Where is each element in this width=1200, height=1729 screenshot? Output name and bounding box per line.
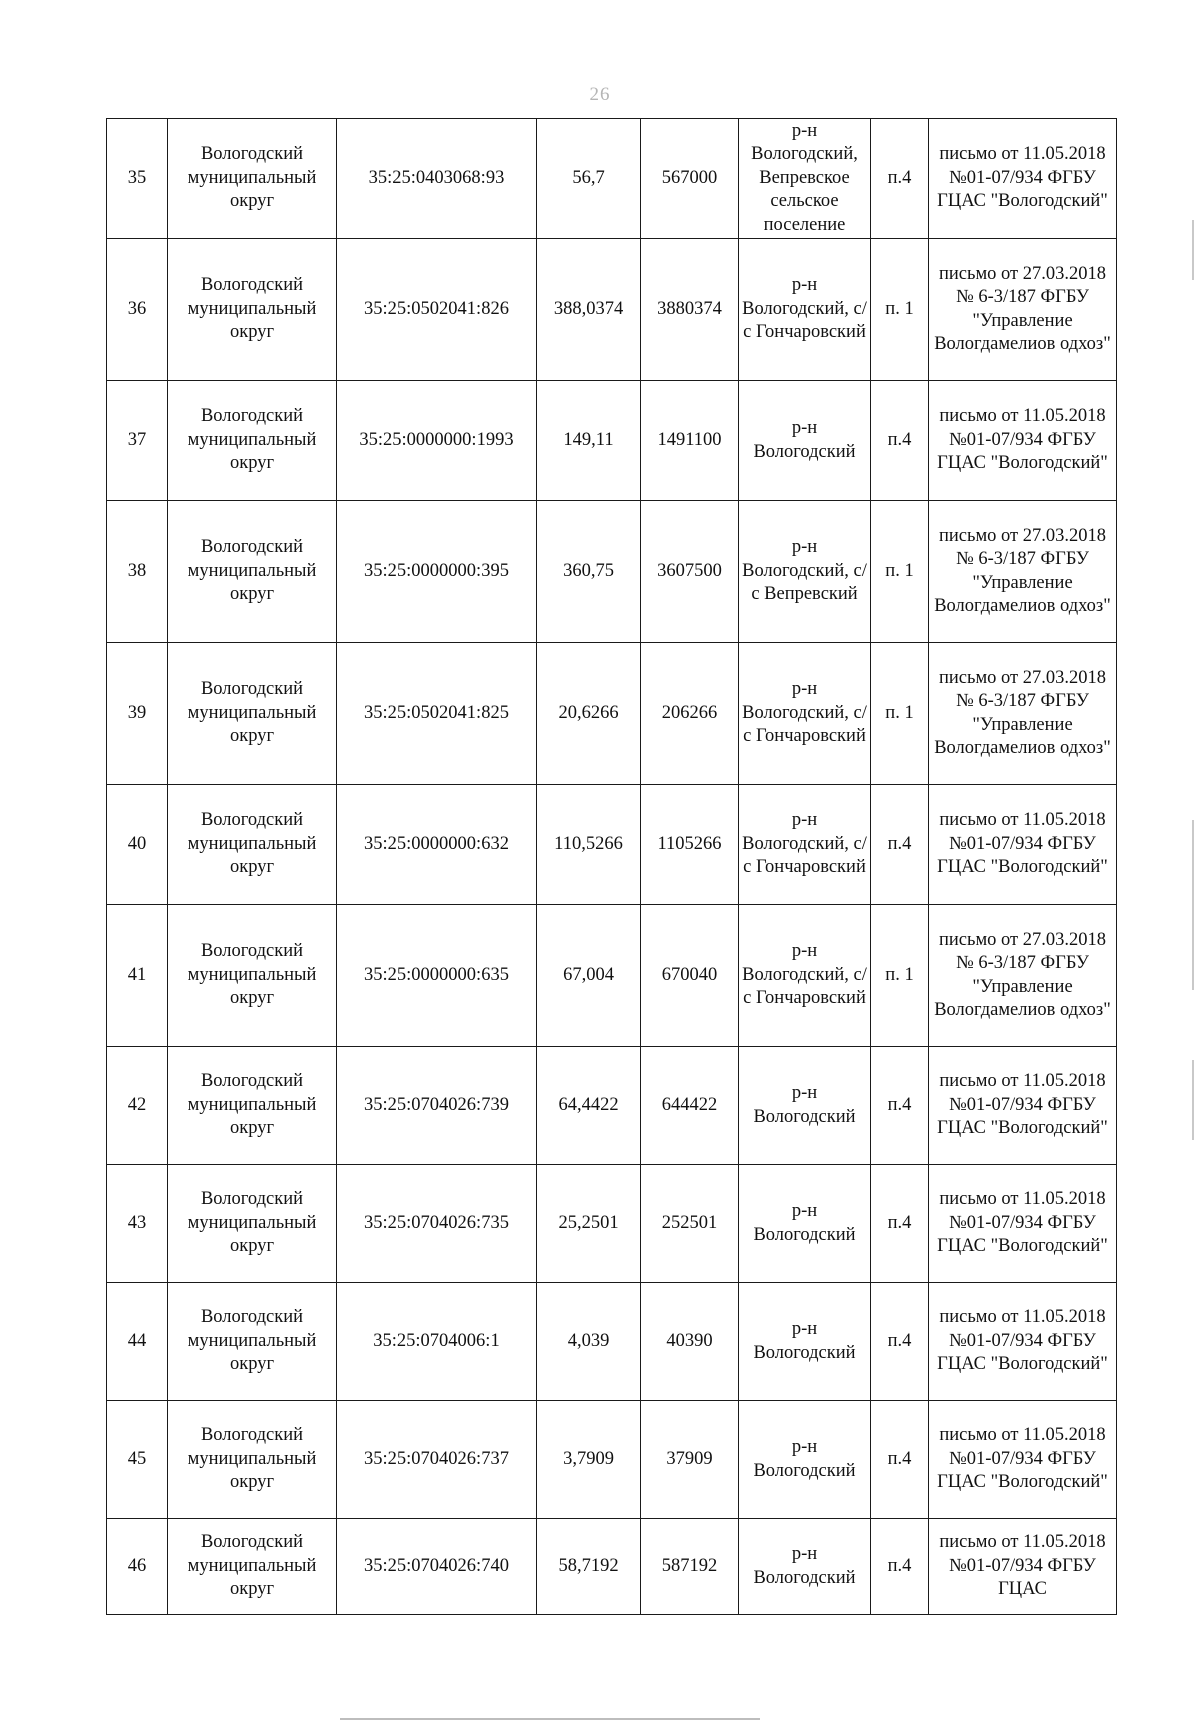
clause-cell: п.4	[871, 1283, 929, 1401]
cadastral-number-cell: 35:25:0502041:825	[337, 643, 537, 785]
cadastral-number-cell: 35:25:0000000:635	[337, 905, 537, 1047]
row-number: 40	[107, 785, 168, 905]
basis-cell: письмо от 11.05.2018 №01-07/934 ФГБУ ГЦАС "Вологодский"	[929, 119, 1117, 239]
value-cell: 1105266	[641, 785, 739, 905]
location-cell: р-н Вологодский	[739, 1047, 871, 1165]
scan-edge-mark	[1192, 1060, 1194, 1140]
location-cell: р-н Вологодский	[739, 1401, 871, 1519]
table-row	[107, 785, 1117, 905]
scan-edge-mark	[1192, 820, 1194, 990]
district-cell: Вологодский муниципальный округ	[168, 785, 337, 905]
location-cell: р-н Вологодский, с/с Гончаровский	[739, 239, 871, 381]
clause-cell: п.4	[871, 1047, 929, 1165]
table-row	[107, 1165, 1117, 1283]
cadastral-number-cell: 35:25:0403068:93	[337, 119, 537, 239]
value-cell: 206266	[641, 643, 739, 785]
cadastral-number-cell: 35:25:0000000:395	[337, 501, 537, 643]
table-row	[107, 643, 1117, 785]
table-row	[107, 905, 1117, 1047]
basis-cell: письмо от 11.05.2018 №01-07/934 ФГБУ ГЦАС "Вологодский"	[929, 1047, 1117, 1165]
row-number: 37	[107, 381, 168, 501]
area-cell: 64,4422	[537, 1047, 641, 1165]
district-cell: Вологодский муниципальный округ	[168, 1519, 337, 1615]
clause-cell: п. 1	[871, 501, 929, 643]
value-cell: 587192	[641, 1519, 739, 1615]
row-number: 43	[107, 1165, 168, 1283]
district-cell: Вологодский муниципальный округ	[168, 1165, 337, 1283]
area-cell: 67,004	[537, 905, 641, 1047]
clause-cell: п.4	[871, 381, 929, 501]
district-cell: Вологодский муниципальный округ	[168, 1283, 337, 1401]
table-row	[107, 1519, 1117, 1615]
row-number: 44	[107, 1283, 168, 1401]
clause-cell: п. 1	[871, 239, 929, 381]
clause-cell: п.4	[871, 1519, 929, 1615]
area-cell: 4,039	[537, 1283, 641, 1401]
row-number: 45	[107, 1401, 168, 1519]
location-cell: р-н Вологодский	[739, 381, 871, 501]
location-cell: р-н Вологодский, с/с Вепревский	[739, 501, 871, 643]
value-cell: 1491100	[641, 381, 739, 501]
cadastral-number-cell: 35:25:0704026:737	[337, 1401, 537, 1519]
table-row	[107, 1401, 1117, 1519]
clause-cell: п. 1	[871, 643, 929, 785]
area-cell: 56,7	[537, 119, 641, 239]
row-number: 36	[107, 239, 168, 381]
clause-cell: п. 1	[871, 905, 929, 1047]
row-number: 38	[107, 501, 168, 643]
value-cell: 3880374	[641, 239, 739, 381]
cadastral-number-cell: 35:25:0000000:632	[337, 785, 537, 905]
value-cell: 252501	[641, 1165, 739, 1283]
area-cell: 110,5266	[537, 785, 641, 905]
area-cell: 25,2501	[537, 1165, 641, 1283]
value-cell: 670040	[641, 905, 739, 1047]
clause-cell: п.4	[871, 119, 929, 239]
row-number: 42	[107, 1047, 168, 1165]
clause-cell: п.4	[871, 1165, 929, 1283]
district-cell: Вологодский муниципальный округ	[168, 381, 337, 501]
clause-cell: п.4	[871, 785, 929, 905]
table-row	[107, 1047, 1117, 1165]
basis-cell: письмо от 27.03.2018 № 6-3/187 ФГБУ "Управление Вологдамелиов одхоз"	[929, 501, 1117, 643]
clause-cell: п.4	[871, 1401, 929, 1519]
row-number: 41	[107, 905, 168, 1047]
location-cell: р-н Вологодский, Вепревское сельское поселение	[739, 119, 871, 239]
location-cell: р-н Вологодский	[739, 1283, 871, 1401]
row-number: 46	[107, 1519, 168, 1615]
area-cell: 3,7909	[537, 1401, 641, 1519]
table-row	[107, 239, 1117, 381]
basis-cell: письмо от 11.05.2018 №01-07/934 ФГБУ ГЦАС "Вологодский"	[929, 1401, 1117, 1519]
value-cell: 567000	[641, 119, 739, 239]
basis-cell: письмо от 11.05.2018 №01-07/934 ФГБУ ГЦАС "Вологодский"	[929, 1283, 1117, 1401]
basis-cell: письмо от 11.05.2018 №01-07/934 ФГБУ ГЦАС "Вологодский"	[929, 785, 1117, 905]
row-number: 35	[107, 119, 168, 239]
cadastral-number-cell: 35:25:0704006:1	[337, 1283, 537, 1401]
district-cell: Вологодский муниципальный округ	[168, 905, 337, 1047]
value-cell: 644422	[641, 1047, 739, 1165]
value-cell: 37909	[641, 1401, 739, 1519]
district-cell: Вологодский муниципальный округ	[168, 119, 337, 239]
location-cell: р-н Вологодский	[739, 1165, 871, 1283]
table-row	[107, 119, 1117, 239]
area-cell: 58,7192	[537, 1519, 641, 1615]
value-cell: 3607500	[641, 501, 739, 643]
district-cell: Вологодский муниципальный округ	[168, 1047, 337, 1165]
location-cell: р-н Вологодский, с/с Гончаровский	[739, 785, 871, 905]
cadastral-number-cell: 35:25:0704026:739	[337, 1047, 537, 1165]
district-cell: Вологодский муниципальный округ	[168, 1401, 337, 1519]
basis-cell: письмо от 11.05.2018 №01-07/934 ФГБУ ГЦАС	[929, 1519, 1117, 1615]
basis-cell: письмо от 11.05.2018 №01-07/934 ФГБУ ГЦАС "Вологодский"	[929, 381, 1117, 501]
area-cell: 20,6266	[537, 643, 641, 785]
district-cell: Вологодский муниципальный округ	[168, 643, 337, 785]
land-registry-table	[106, 118, 1117, 1615]
table-row	[107, 381, 1117, 501]
scan-edge-mark	[1192, 220, 1194, 280]
basis-cell: письмо от 27.03.2018 № 6-3/187 ФГБУ "Управление Вологдамелиов одхоз"	[929, 905, 1117, 1047]
cadastral-number-cell: 35:25:0704026:740	[337, 1519, 537, 1615]
area-cell: 360,75	[537, 501, 641, 643]
location-cell: р-н Вологодский	[739, 1519, 871, 1615]
basis-cell: письмо от 27.03.2018 № 6-3/187 ФГБУ "Управление Вологдамелиов одхоз"	[929, 643, 1117, 785]
area-cell: 149,11	[537, 381, 641, 501]
cadastral-number-cell: 35:25:0502041:826	[337, 239, 537, 381]
area-cell: 388,0374	[537, 239, 641, 381]
cadastral-number-cell: 35:25:0704026:735	[337, 1165, 537, 1283]
scan-noise-mark	[340, 1718, 760, 1720]
basis-cell: письмо от 27.03.2018 № 6-3/187 ФГБУ "Управление Вологдамелиов одхоз"	[929, 239, 1117, 381]
table-row	[107, 1283, 1117, 1401]
basis-cell: письмо от 11.05.2018 №01-07/934 ФГБУ ГЦАС "Вологодский"	[929, 1165, 1117, 1283]
cadastral-number-cell: 35:25:0000000:1993	[337, 381, 537, 501]
location-cell: р-н Вологодский, с/с Гончаровский	[739, 643, 871, 785]
location-cell: р-н Вологодский, с/с Гончаровский	[739, 905, 871, 1047]
district-cell: Вологодский муниципальный округ	[168, 501, 337, 643]
page-number: 26	[589, 84, 611, 105]
district-cell: Вологодский муниципальный округ	[168, 239, 337, 381]
value-cell: 40390	[641, 1283, 739, 1401]
row-number: 39	[107, 643, 168, 785]
table-row	[107, 501, 1117, 643]
